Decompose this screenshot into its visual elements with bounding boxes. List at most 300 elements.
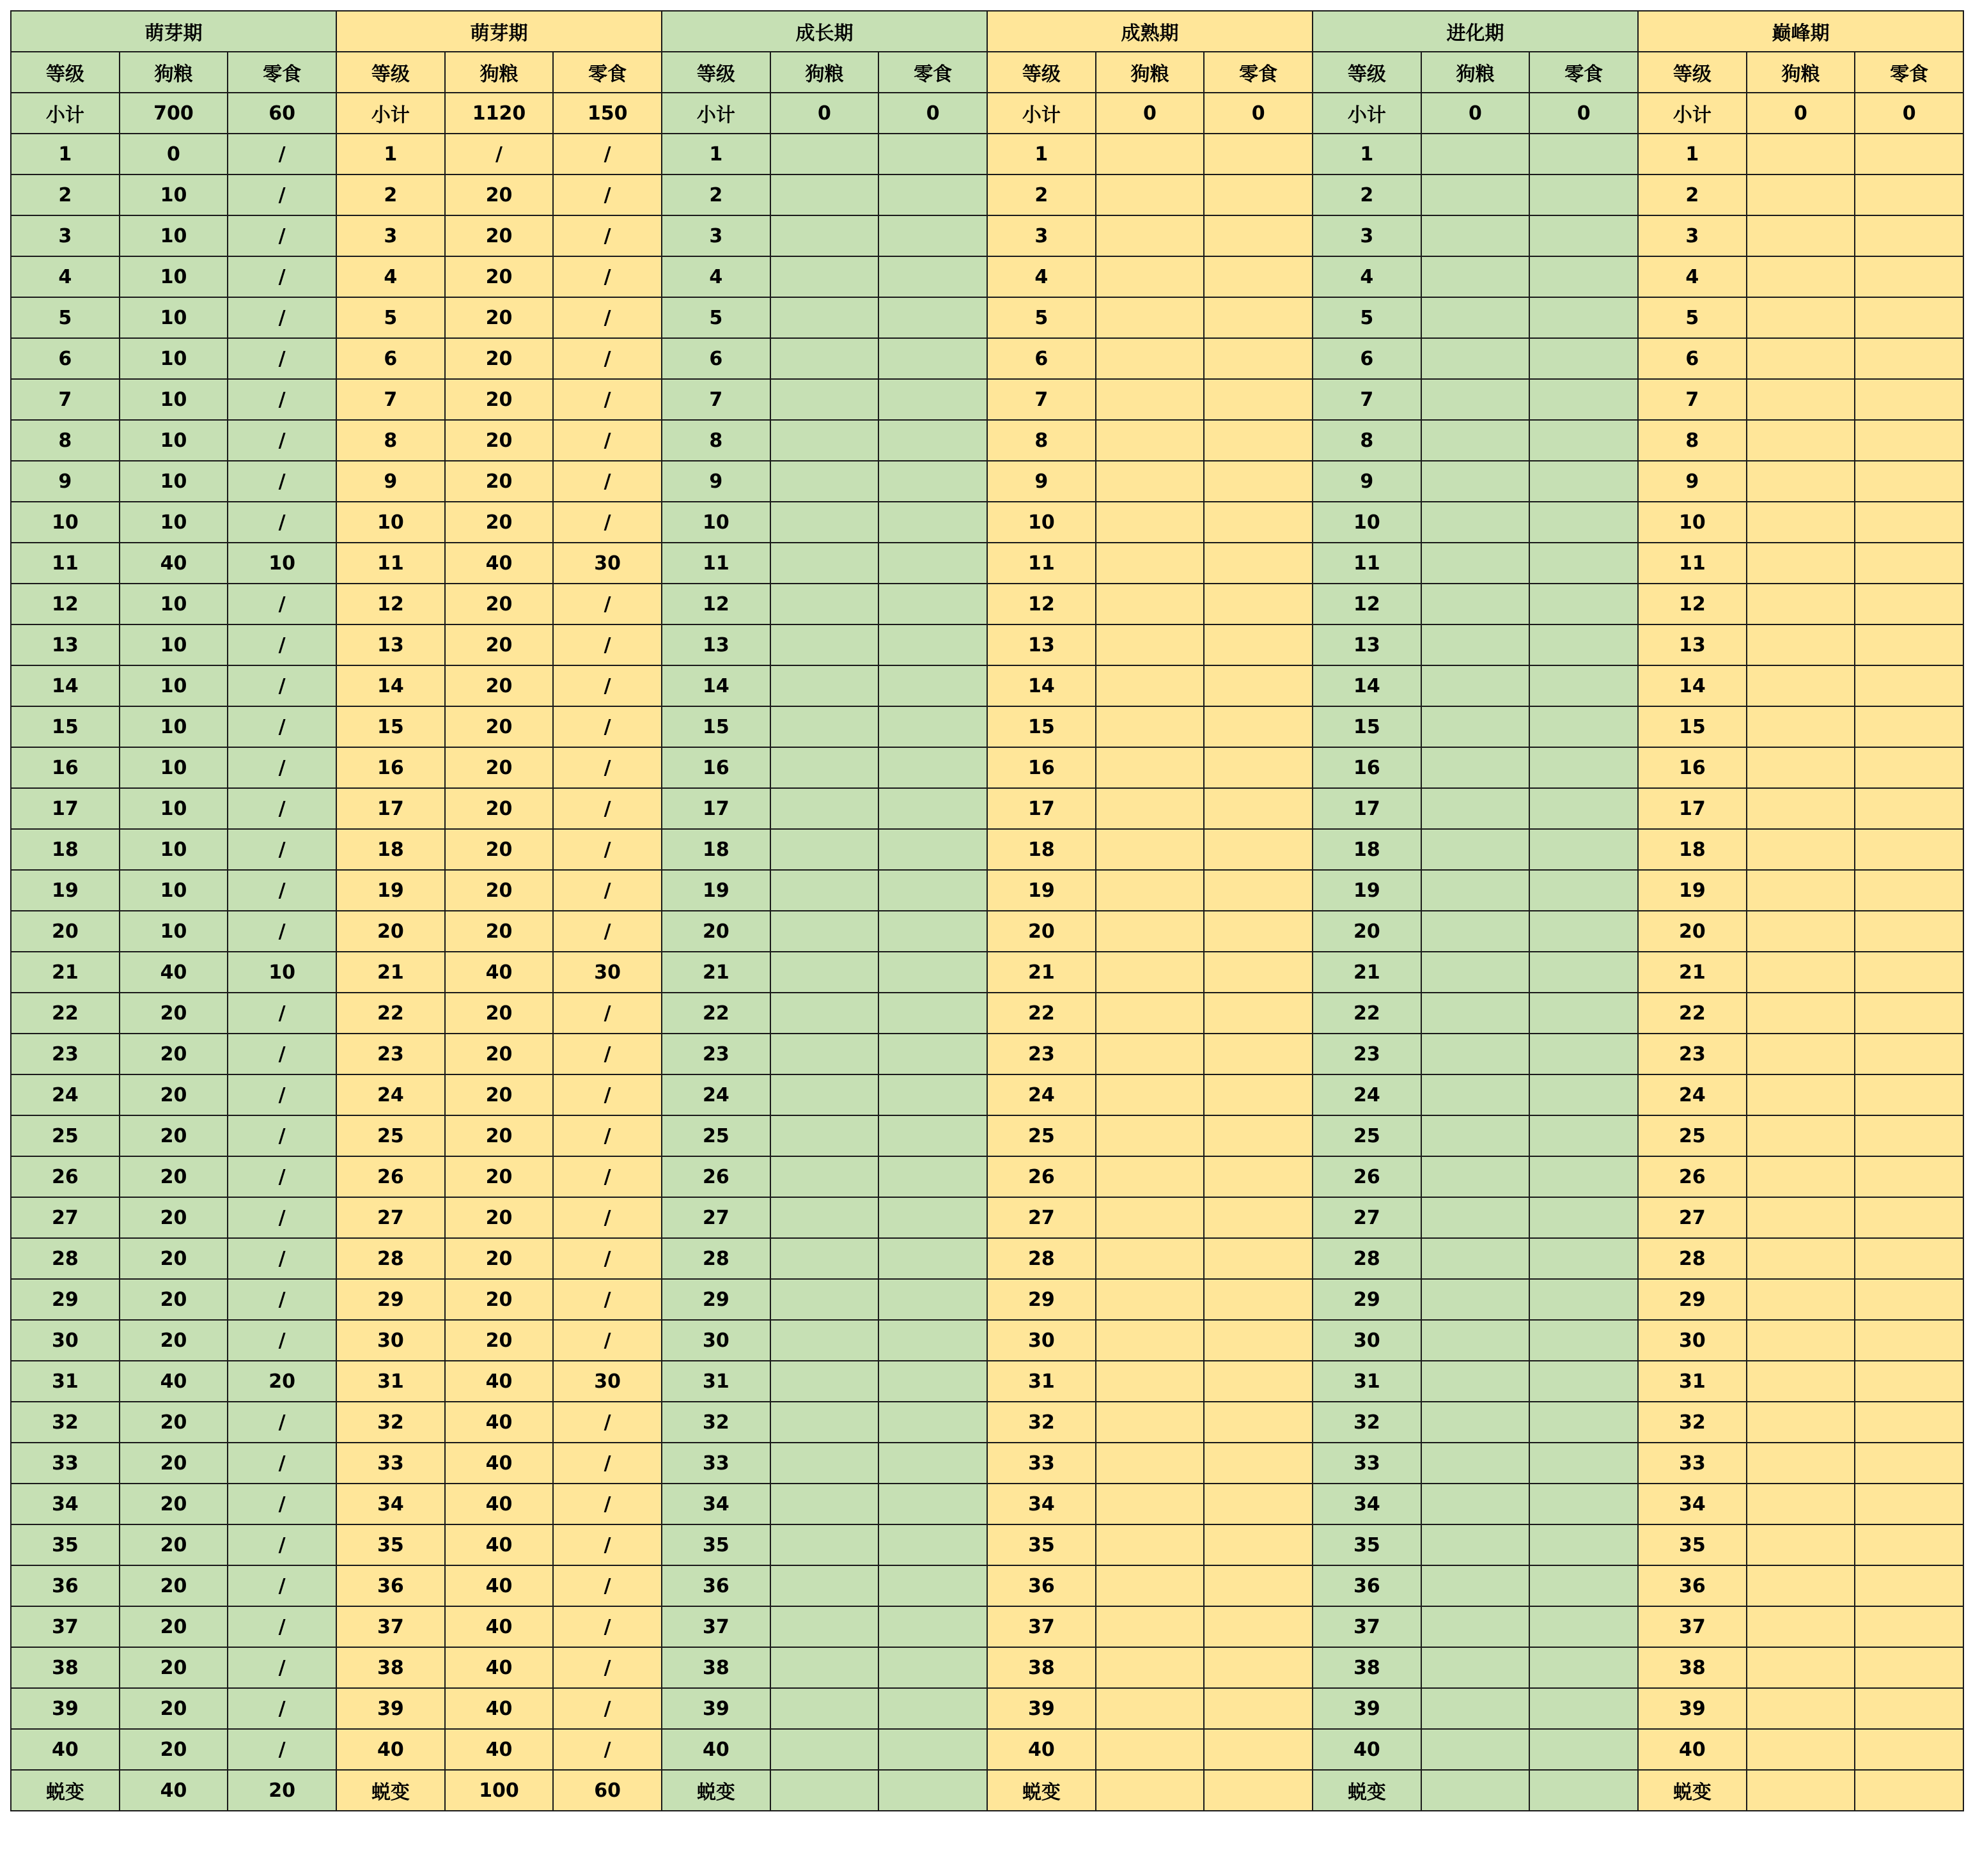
dog-food-cell[interactable] <box>1747 134 1855 174</box>
header-snack[interactable]: 零食 <box>1204 52 1313 93</box>
level-cell[interactable]: 9 <box>336 461 445 502</box>
snack-cell[interactable]: / <box>553 420 662 461</box>
stage-title[interactable]: 萌芽期 <box>11 11 336 52</box>
evolve-snack[interactable] <box>1529 1770 1638 1811</box>
dog-food-cell[interactable] <box>1747 747 1855 788</box>
snack-cell[interactable] <box>1204 706 1313 747</box>
header-level[interactable]: 等级 <box>1313 52 1421 93</box>
snack-cell[interactable]: / <box>553 1524 662 1565</box>
dog-food-cell[interactable] <box>1747 1238 1855 1279</box>
snack-cell[interactable] <box>1204 1688 1313 1729</box>
level-cell[interactable]: 28 <box>11 1238 120 1279</box>
level-cell[interactable]: 35 <box>987 1524 1096 1565</box>
dog-food-cell[interactable] <box>1421 665 1530 706</box>
snack-cell[interactable] <box>878 829 987 870</box>
dog-food-cell[interactable] <box>1421 134 1530 174</box>
level-cell[interactable]: 17 <box>336 788 445 829</box>
level-cell[interactable]: 19 <box>336 870 445 911</box>
level-cell[interactable]: 2 <box>11 174 120 215</box>
dog-food-cell[interactable]: 20 <box>445 584 554 624</box>
dog-food-cell[interactable] <box>1096 1320 1205 1361</box>
level-cell[interactable]: 3 <box>11 215 120 256</box>
dog-food-cell[interactable]: 40 <box>445 1443 554 1484</box>
level-cell[interactable]: 3 <box>1313 215 1421 256</box>
snack-cell[interactable]: 20 <box>228 1361 336 1402</box>
snack-cell[interactable]: / <box>553 1197 662 1238</box>
dog-food-cell[interactable] <box>1421 624 1530 665</box>
level-cell[interactable]: 36 <box>336 1565 445 1606</box>
snack-cell[interactable]: / <box>553 1279 662 1320</box>
level-cell[interactable]: 21 <box>1638 952 1747 993</box>
level-cell[interactable]: 24 <box>1313 1074 1421 1115</box>
level-cell[interactable]: 12 <box>662 584 770 624</box>
snack-cell[interactable]: / <box>553 829 662 870</box>
snack-cell[interactable] <box>1529 461 1638 502</box>
level-cell[interactable]: 22 <box>662 993 770 1034</box>
dog-food-cell[interactable] <box>1747 1484 1855 1524</box>
level-cell[interactable]: 6 <box>662 338 770 379</box>
dog-food-cell[interactable] <box>770 952 879 993</box>
dog-food-cell[interactable]: 20 <box>445 1074 554 1115</box>
snack-cell[interactable] <box>1204 584 1313 624</box>
dog-food-cell[interactable] <box>1747 1197 1855 1238</box>
level-cell[interactable]: 19 <box>662 870 770 911</box>
snack-cell[interactable]: / <box>553 215 662 256</box>
evolve-snack[interactable]: 20 <box>228 1770 336 1811</box>
snack-cell[interactable] <box>1204 461 1313 502</box>
dog-food-cell[interactable]: 10 <box>120 461 228 502</box>
level-cell[interactable]: 2 <box>987 174 1096 215</box>
dog-food-cell[interactable] <box>1096 174 1205 215</box>
dog-food-cell[interactable]: 40 <box>120 1361 228 1402</box>
dog-food-cell[interactable] <box>1747 543 1855 584</box>
dog-food-cell[interactable] <box>770 1688 879 1729</box>
level-cell[interactable]: 17 <box>662 788 770 829</box>
dog-food-cell[interactable] <box>1421 1402 1530 1443</box>
level-cell[interactable]: 20 <box>1313 911 1421 952</box>
dog-food-cell[interactable] <box>1747 256 1855 297</box>
snack-cell[interactable]: / <box>228 379 336 420</box>
snack-cell[interactable] <box>1529 1484 1638 1524</box>
snack-cell[interactable] <box>878 747 987 788</box>
evolve-label[interactable]: 蜕变 <box>1313 1770 1421 1811</box>
snack-cell[interactable]: / <box>553 1402 662 1443</box>
subtotal-snack[interactable]: 0 <box>1204 93 1313 134</box>
snack-cell[interactable] <box>878 665 987 706</box>
snack-cell[interactable] <box>1529 788 1638 829</box>
level-cell[interactable]: 5 <box>11 297 120 338</box>
dog-food-cell[interactable] <box>1096 461 1205 502</box>
snack-cell[interactable] <box>878 624 987 665</box>
dog-food-cell[interactable] <box>1096 1238 1205 1279</box>
level-cell[interactable]: 36 <box>1313 1565 1421 1606</box>
level-cell[interactable]: 36 <box>1638 1565 1747 1606</box>
dog-food-cell[interactable]: 40 <box>445 1647 554 1688</box>
snack-cell[interactable]: / <box>228 1279 336 1320</box>
level-cell[interactable]: 29 <box>11 1279 120 1320</box>
snack-cell[interactable] <box>878 1034 987 1074</box>
level-cell[interactable]: 35 <box>1313 1524 1421 1565</box>
level-cell[interactable]: 4 <box>11 256 120 297</box>
snack-cell[interactable] <box>1204 952 1313 993</box>
subtotal-dog-food[interactable]: 700 <box>120 93 228 134</box>
snack-cell[interactable] <box>878 215 987 256</box>
subtotal-snack[interactable]: 150 <box>553 93 662 134</box>
level-cell[interactable]: 38 <box>1313 1647 1421 1688</box>
level-cell[interactable]: 24 <box>1638 1074 1747 1115</box>
snack-cell[interactable] <box>1529 502 1638 543</box>
dog-food-cell[interactable]: 20 <box>120 1484 228 1524</box>
dog-food-cell[interactable]: 10 <box>120 911 228 952</box>
dog-food-cell[interactable] <box>770 379 879 420</box>
level-cell[interactable]: 37 <box>336 1606 445 1647</box>
snack-cell[interactable] <box>1529 1197 1638 1238</box>
snack-cell[interactable]: / <box>553 584 662 624</box>
dog-food-cell[interactable]: 10 <box>120 420 228 461</box>
snack-cell[interactable]: / <box>553 1034 662 1074</box>
snack-cell[interactable] <box>1529 829 1638 870</box>
stage-title[interactable]: 进化期 <box>1313 11 1638 52</box>
level-cell[interactable]: 15 <box>987 706 1096 747</box>
level-cell[interactable]: 32 <box>662 1402 770 1443</box>
evolve-dog-food[interactable] <box>770 1770 879 1811</box>
snack-cell[interactable] <box>1529 1361 1638 1402</box>
dog-food-cell[interactable] <box>770 1729 879 1770</box>
snack-cell[interactable]: / <box>553 256 662 297</box>
dog-food-cell[interactable] <box>1421 788 1530 829</box>
snack-cell[interactable] <box>878 379 987 420</box>
level-cell[interactable]: 17 <box>1638 788 1747 829</box>
level-cell[interactable]: 37 <box>1313 1606 1421 1647</box>
level-cell[interactable]: 25 <box>11 1115 120 1156</box>
dog-food-cell[interactable] <box>1747 911 1855 952</box>
level-cell[interactable]: 27 <box>662 1197 770 1238</box>
subtotal-snack[interactable]: 60 <box>228 93 336 134</box>
dog-food-cell[interactable]: 20 <box>445 256 554 297</box>
level-cell[interactable]: 37 <box>1638 1606 1747 1647</box>
snack-cell[interactable] <box>1855 338 1963 379</box>
level-cell[interactable]: 39 <box>336 1688 445 1729</box>
dog-food-cell[interactable]: 40 <box>445 543 554 584</box>
dog-food-cell[interactable] <box>770 829 879 870</box>
level-cell[interactable]: 28 <box>987 1238 1096 1279</box>
snack-cell[interactable]: / <box>553 706 662 747</box>
snack-cell[interactable] <box>1204 502 1313 543</box>
level-cell[interactable]: 26 <box>11 1156 120 1197</box>
level-cell[interactable]: 19 <box>1313 870 1421 911</box>
dog-food-cell[interactable] <box>770 584 879 624</box>
level-cell[interactable]: 30 <box>662 1320 770 1361</box>
dog-food-cell[interactable]: 20 <box>445 870 554 911</box>
snack-cell[interactable] <box>1855 788 1963 829</box>
level-cell[interactable]: 26 <box>662 1156 770 1197</box>
snack-cell[interactable]: / <box>553 624 662 665</box>
snack-cell[interactable] <box>878 338 987 379</box>
level-cell[interactable]: 15 <box>11 706 120 747</box>
dog-food-cell[interactable] <box>1421 1238 1530 1279</box>
snack-cell[interactable] <box>1855 1115 1963 1156</box>
level-cell[interactable]: 18 <box>987 829 1096 870</box>
dog-food-cell[interactable] <box>770 1074 879 1115</box>
dog-food-cell[interactable]: 10 <box>120 624 228 665</box>
level-cell[interactable]: 12 <box>987 584 1096 624</box>
level-cell[interactable]: 13 <box>987 624 1096 665</box>
level-cell[interactable]: 34 <box>1313 1484 1421 1524</box>
dog-food-cell[interactable] <box>1421 1197 1530 1238</box>
snack-cell[interactable] <box>878 706 987 747</box>
snack-cell[interactable] <box>1204 1279 1313 1320</box>
dog-food-cell[interactable]: 20 <box>120 1034 228 1074</box>
level-cell[interactable]: 37 <box>11 1606 120 1647</box>
snack-cell[interactable]: / <box>553 461 662 502</box>
dog-food-cell[interactable] <box>1747 1115 1855 1156</box>
level-cell[interactable]: 8 <box>336 420 445 461</box>
level-cell[interactable]: 38 <box>662 1647 770 1688</box>
level-cell[interactable]: 24 <box>987 1074 1096 1115</box>
dog-food-cell[interactable] <box>1421 1320 1530 1361</box>
dog-food-cell[interactable]: 40 <box>445 1729 554 1770</box>
level-cell[interactable]: 9 <box>987 461 1096 502</box>
snack-cell[interactable] <box>878 1484 987 1524</box>
dog-food-cell[interactable] <box>1096 1565 1205 1606</box>
snack-cell[interactable] <box>1855 1484 1963 1524</box>
snack-cell[interactable]: / <box>228 338 336 379</box>
level-cell[interactable]: 20 <box>336 911 445 952</box>
dog-food-cell[interactable] <box>1096 1034 1205 1074</box>
level-cell[interactable]: 18 <box>1638 829 1747 870</box>
evolve-label[interactable]: 蜕变 <box>336 1770 445 1811</box>
snack-cell[interactable] <box>1855 1279 1963 1320</box>
level-cell[interactable]: 27 <box>1638 1197 1747 1238</box>
snack-cell[interactable]: / <box>553 1074 662 1115</box>
level-cell[interactable]: 35 <box>662 1524 770 1565</box>
level-cell[interactable]: 39 <box>1638 1688 1747 1729</box>
level-cell[interactable]: 22 <box>1313 993 1421 1034</box>
snack-cell[interactable] <box>878 1279 987 1320</box>
dog-food-cell[interactable]: 20 <box>120 1115 228 1156</box>
level-cell[interactable]: 22 <box>1638 993 1747 1034</box>
snack-cell[interactable]: / <box>553 1606 662 1647</box>
dog-food-cell[interactable]: 10 <box>120 215 228 256</box>
snack-cell[interactable] <box>1529 174 1638 215</box>
dog-food-cell[interactable] <box>1747 174 1855 215</box>
dog-food-cell[interactable] <box>1096 665 1205 706</box>
level-cell[interactable]: 9 <box>11 461 120 502</box>
dog-food-cell[interactable] <box>1747 788 1855 829</box>
snack-cell[interactable]: / <box>553 993 662 1034</box>
dog-food-cell[interactable] <box>1747 1074 1855 1115</box>
snack-cell[interactable] <box>1855 706 1963 747</box>
snack-cell[interactable] <box>878 256 987 297</box>
snack-cell[interactable] <box>1529 1688 1638 1729</box>
snack-cell[interactable] <box>1204 1524 1313 1565</box>
snack-cell[interactable] <box>878 1115 987 1156</box>
dog-food-cell[interactable] <box>1747 624 1855 665</box>
dog-food-cell[interactable]: 10 <box>120 379 228 420</box>
snack-cell[interactable] <box>1855 502 1963 543</box>
snack-cell[interactable] <box>1529 1565 1638 1606</box>
dog-food-cell[interactable] <box>1421 952 1530 993</box>
level-cell[interactable]: 3 <box>336 215 445 256</box>
level-cell[interactable]: 9 <box>1313 461 1421 502</box>
level-cell[interactable]: 18 <box>336 829 445 870</box>
dog-food-cell[interactable] <box>1747 420 1855 461</box>
subtotal-snack[interactable]: 0 <box>878 93 987 134</box>
evolve-label[interactable]: 蜕变 <box>1638 1770 1747 1811</box>
dog-food-cell[interactable] <box>770 665 879 706</box>
dog-food-cell[interactable] <box>1421 1606 1530 1647</box>
level-cell[interactable]: 34 <box>1638 1484 1747 1524</box>
level-cell[interactable]: 8 <box>1638 420 1747 461</box>
level-cell[interactable]: 7 <box>1638 379 1747 420</box>
snack-cell[interactable]: / <box>553 1115 662 1156</box>
snack-cell[interactable] <box>1855 1647 1963 1688</box>
dog-food-cell[interactable] <box>1096 870 1205 911</box>
snack-cell[interactable] <box>1529 624 1638 665</box>
snack-cell[interactable] <box>1529 1606 1638 1647</box>
snack-cell[interactable] <box>1204 624 1313 665</box>
evolve-label[interactable]: 蜕变 <box>987 1770 1096 1811</box>
level-cell[interactable]: 16 <box>1638 747 1747 788</box>
dog-food-cell[interactable] <box>1747 297 1855 338</box>
level-cell[interactable]: 9 <box>662 461 770 502</box>
level-cell[interactable]: 13 <box>1313 624 1421 665</box>
level-cell[interactable]: 26 <box>987 1156 1096 1197</box>
level-cell[interactable]: 35 <box>11 1524 120 1565</box>
dog-food-cell[interactable] <box>1747 1729 1855 1770</box>
level-cell[interactable]: 3 <box>662 215 770 256</box>
snack-cell[interactable] <box>1855 1402 1963 1443</box>
level-cell[interactable]: 10 <box>662 502 770 543</box>
stage-title[interactable]: 巅峰期 <box>1638 11 1963 52</box>
snack-cell[interactable] <box>1855 174 1963 215</box>
level-cell[interactable]: 28 <box>1638 1238 1747 1279</box>
level-cell[interactable]: 4 <box>987 256 1096 297</box>
level-cell[interactable]: 33 <box>987 1443 1096 1484</box>
snack-cell[interactable]: / <box>228 1484 336 1524</box>
snack-cell[interactable] <box>878 543 987 584</box>
snack-cell[interactable] <box>1204 338 1313 379</box>
evolve-snack[interactable] <box>1204 1770 1313 1811</box>
dog-food-cell[interactable] <box>1421 1279 1530 1320</box>
dog-food-cell[interactable]: 20 <box>445 1320 554 1361</box>
snack-cell[interactable] <box>1204 870 1313 911</box>
subtotal-snack[interactable]: 0 <box>1529 93 1638 134</box>
dog-food-cell[interactable] <box>1421 1565 1530 1606</box>
level-cell[interactable]: 13 <box>1638 624 1747 665</box>
dog-food-cell[interactable] <box>1421 870 1530 911</box>
level-cell[interactable]: 39 <box>1313 1688 1421 1729</box>
level-cell[interactable]: 4 <box>1638 256 1747 297</box>
dog-food-cell[interactable] <box>1747 706 1855 747</box>
dog-food-cell[interactable]: 20 <box>445 174 554 215</box>
dog-food-cell[interactable]: 20 <box>445 911 554 952</box>
dog-food-cell[interactable]: 20 <box>120 1402 228 1443</box>
dog-food-cell[interactable]: 40 <box>445 1565 554 1606</box>
level-cell[interactable]: 24 <box>336 1074 445 1115</box>
level-cell[interactable]: 34 <box>987 1484 1096 1524</box>
snack-cell[interactable] <box>1204 1729 1313 1770</box>
level-cell[interactable]: 35 <box>1638 1524 1747 1565</box>
level-cell[interactable]: 39 <box>662 1688 770 1729</box>
level-cell[interactable]: 25 <box>1638 1115 1747 1156</box>
dog-food-cell[interactable] <box>1096 502 1205 543</box>
dog-food-cell[interactable] <box>770 747 879 788</box>
dog-food-cell[interactable]: 10 <box>120 174 228 215</box>
level-cell[interactable]: 32 <box>11 1402 120 1443</box>
dog-food-cell[interactable] <box>1421 1156 1530 1197</box>
snack-cell[interactable] <box>1855 297 1963 338</box>
level-cell[interactable]: 17 <box>987 788 1096 829</box>
stage-title[interactable]: 萌芽期 <box>336 11 662 52</box>
level-cell[interactable]: 28 <box>1313 1238 1421 1279</box>
dog-food-cell[interactable] <box>1747 584 1855 624</box>
snack-cell[interactable] <box>1855 543 1963 584</box>
snack-cell[interactable] <box>1529 256 1638 297</box>
level-cell[interactable]: 5 <box>987 297 1096 338</box>
dog-food-cell[interactable] <box>1747 665 1855 706</box>
level-cell[interactable]: 27 <box>987 1197 1096 1238</box>
snack-cell[interactable] <box>1204 1034 1313 1074</box>
level-cell[interactable]: 21 <box>1313 952 1421 993</box>
dog-food-cell[interactable]: 20 <box>120 1279 228 1320</box>
snack-cell[interactable] <box>878 1606 987 1647</box>
level-cell[interactable]: 31 <box>662 1361 770 1402</box>
dog-food-cell[interactable] <box>770 1647 879 1688</box>
level-cell[interactable]: 31 <box>336 1361 445 1402</box>
dog-food-cell[interactable] <box>1747 338 1855 379</box>
level-cell[interactable]: 3 <box>987 215 1096 256</box>
stage-title[interactable]: 成长期 <box>662 11 987 52</box>
snack-cell[interactable] <box>1855 1688 1963 1729</box>
level-cell[interactable]: 23 <box>987 1034 1096 1074</box>
level-cell[interactable]: 37 <box>987 1606 1096 1647</box>
subtotal-label[interactable]: 小计 <box>987 93 1096 134</box>
level-cell[interactable]: 26 <box>1313 1156 1421 1197</box>
level-cell[interactable]: 27 <box>336 1197 445 1238</box>
dog-food-cell[interactable]: 20 <box>445 379 554 420</box>
level-cell[interactable]: 38 <box>987 1647 1096 1688</box>
level-cell[interactable]: 7 <box>1313 379 1421 420</box>
dog-food-cell[interactable] <box>1096 788 1205 829</box>
dog-food-cell[interactable] <box>1096 379 1205 420</box>
snack-cell[interactable] <box>1204 829 1313 870</box>
snack-cell[interactable] <box>1529 297 1638 338</box>
dog-food-cell[interactable]: 40 <box>445 952 554 993</box>
snack-cell[interactable] <box>1204 174 1313 215</box>
snack-cell[interactable] <box>878 461 987 502</box>
level-cell[interactable]: 33 <box>1313 1443 1421 1484</box>
dog-food-cell[interactable] <box>1096 1361 1205 1402</box>
dog-food-cell[interactable]: 20 <box>120 1156 228 1197</box>
dog-food-cell[interactable] <box>1747 1034 1855 1074</box>
level-cell[interactable]: 30 <box>1313 1320 1421 1361</box>
level-cell[interactable]: 1 <box>1313 134 1421 174</box>
header-snack[interactable]: 零食 <box>1529 52 1638 93</box>
snack-cell[interactable] <box>1204 215 1313 256</box>
level-cell[interactable]: 10 <box>336 502 445 543</box>
dog-food-cell[interactable] <box>1421 911 1530 952</box>
dog-food-cell[interactable] <box>1421 1361 1530 1402</box>
level-cell[interactable]: 2 <box>1638 174 1747 215</box>
dog-food-cell[interactable] <box>770 870 879 911</box>
level-cell[interactable]: 10 <box>11 502 120 543</box>
level-cell[interactable]: 30 <box>11 1320 120 1361</box>
snack-cell[interactable] <box>1204 420 1313 461</box>
subtotal-label[interactable]: 小计 <box>336 93 445 134</box>
snack-cell[interactable] <box>1204 1156 1313 1197</box>
snack-cell[interactable] <box>1855 911 1963 952</box>
